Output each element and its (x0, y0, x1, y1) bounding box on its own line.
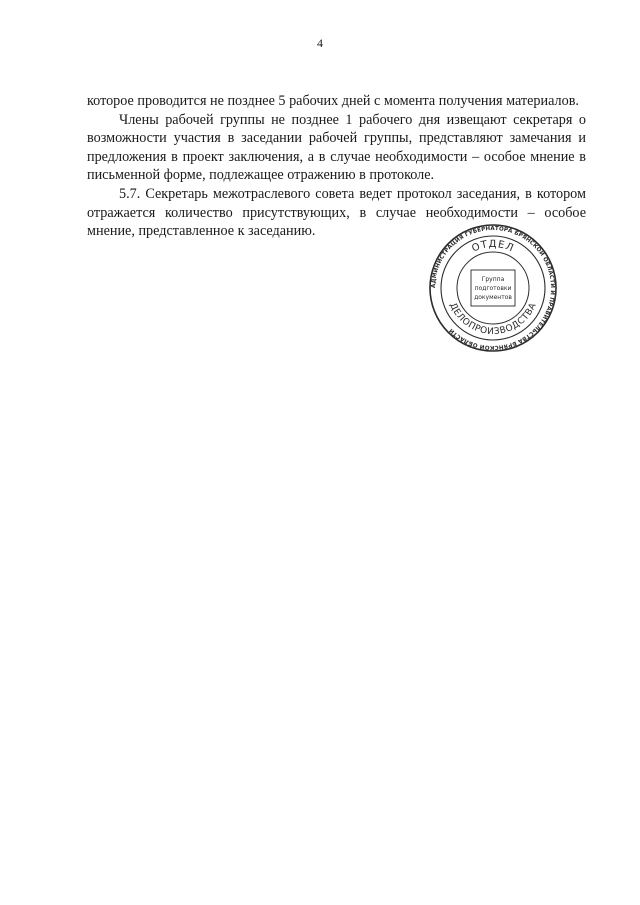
paragraph-1: которое проводится не позднее 5 рабочих дней с момента получения материалов. (87, 93, 579, 109)
official-stamp (428, 223, 558, 353)
stamp-top-text: ОТДЕЛ (470, 238, 516, 255)
stamp-outer-text: АДМИНИСТРАЦИЯ ГУБЕРНАТОРА БРЯНСКОЙ ОБЛАСТИ И ПРАВИТЕЛЬСТВА БРЯНСКОЙ ОБЛАСТИ (430, 225, 556, 351)
stamp-box-line-1: Группа (481, 276, 505, 283)
stamp-bottom-text: ДЕЛОПРОИЗВОДСТВА (447, 301, 539, 338)
stamp-box-line-3: документов (474, 294, 512, 301)
stamp-box-line-2: подготовки (474, 285, 512, 292)
paragraph-3: 5.7. Секретарь межотраслевого совета ведет протокол заседания, в котором отражается количество присутствующих, в случае необходимости – особое мнение, представленное к заседанию. (87, 185, 586, 240)
page-number: 4 (317, 36, 323, 50)
document-body (87, 92, 586, 241)
paragraph-2: Члены рабочей группы не позднее 1 рабочего дня извещают секретаря о возможности участия в заседании рабочей группы, представляют замечания и предложения в проект заключения, а в случае необходимости – особое мнение в письменной форме, подлежащее отражению в протоколе. (87, 111, 586, 184)
